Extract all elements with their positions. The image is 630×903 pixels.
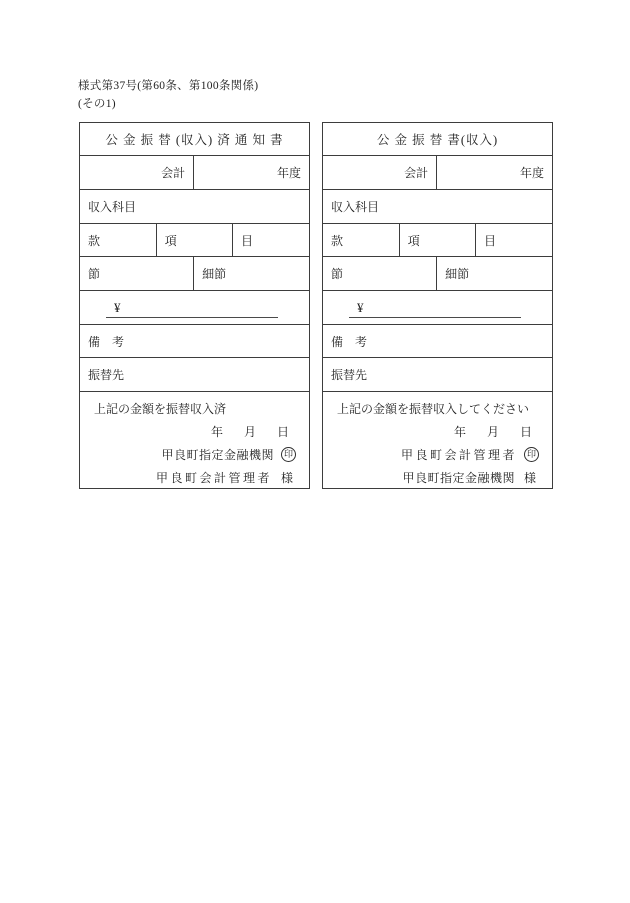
revenue-category-row — [80, 190, 309, 224]
moku-cell: 目 — [232, 224, 309, 256]
addressee-name: 甲良町指定金融機関 — [402, 471, 515, 485]
moku-cell: 目 — [475, 224, 552, 256]
fiscal-year-cell — [436, 156, 552, 189]
fiscal-year-label: 年度 — [276, 166, 301, 180]
date-year-label: 年 — [210, 425, 223, 439]
statement-text: 上記の金額を振替収入してください — [337, 402, 530, 416]
account-label: 会計 — [404, 166, 429, 180]
revenue-category-cell: 収入科目 — [331, 200, 380, 214]
form-title: 公 金 振 替 (収入) 済 通 知 書 — [105, 133, 284, 147]
fiscal-year-label: 年度 — [519, 166, 544, 180]
yen-symbol: ¥ — [357, 300, 364, 315]
remarks-cell: 備 考 — [331, 334, 368, 349]
seal-stamp-icon — [524, 447, 539, 462]
kan-cell: 款 — [88, 233, 101, 248]
account-year-row — [323, 156, 552, 190]
setsu-cell: 節 — [88, 267, 101, 281]
kan-kou-moku-row — [323, 224, 552, 257]
date-year-label: 年 — [453, 425, 466, 439]
amount-underline — [106, 300, 278, 318]
transfer-completed-notice-form — [79, 122, 310, 489]
addressee-suffix: 様 — [523, 471, 536, 485]
account-label: 会計 — [161, 166, 186, 180]
addressee-name: 甲良町会計管理者 — [155, 471, 272, 485]
signature-block — [80, 392, 309, 488]
setsu-saisetsu-row — [323, 257, 552, 291]
setsu-saisetsu-row — [80, 257, 309, 291]
revenue-category-cell: 収入科目 — [88, 200, 137, 214]
addressee-line — [323, 466, 552, 489]
date-month-label: 月 — [486, 425, 499, 439]
statement-text: 上記の金額を振替収入済 — [94, 402, 227, 416]
remarks-row — [323, 325, 552, 358]
form-title: 公 金 振 替 書(収入) — [376, 133, 499, 147]
saisetsu-cell: 細節 — [193, 257, 309, 290]
transfer-destination-row — [80, 358, 309, 392]
remarks-cell: 備 考 — [88, 334, 125, 349]
form-number: 様式第37号(第60条、第100条関係) — [78, 80, 259, 92]
signer-line — [80, 443, 309, 466]
transfer-request-form — [322, 122, 553, 489]
form-header-note — [78, 77, 258, 113]
title-row — [80, 123, 309, 156]
signer-name: 甲良町指定金融機関 — [161, 448, 274, 462]
seal-stamp-icon — [281, 447, 296, 462]
transfer-destination-cell: 振替先 — [331, 368, 368, 382]
signer-line — [323, 443, 552, 466]
signer-name: 甲良町会計管理者 — [400, 448, 517, 462]
date-line — [80, 420, 309, 443]
account-cell — [80, 156, 193, 189]
fiscal-year-cell — [193, 156, 309, 189]
revenue-category-row — [323, 190, 552, 224]
kou-cell: 項 — [156, 224, 232, 256]
addressee-suffix: 様 — [280, 471, 293, 485]
seal-stamp-char: 印 — [526, 449, 536, 459]
account-cell — [323, 156, 436, 189]
date-line — [323, 420, 552, 443]
title-row — [323, 123, 552, 156]
date-month-label: 月 — [243, 425, 256, 439]
saisetsu-cell: 細節 — [436, 257, 552, 290]
seal-stamp-char: 印 — [283, 449, 293, 459]
transfer-destination-row — [323, 358, 552, 392]
date-day-label: 日 — [519, 425, 532, 439]
kan-cell: 款 — [331, 233, 344, 248]
amount-row — [323, 291, 552, 325]
account-year-row — [80, 156, 309, 190]
transfer-destination-cell: 振替先 — [88, 368, 125, 382]
remarks-row — [80, 325, 309, 358]
setsu-cell: 節 — [331, 267, 344, 281]
addressee-line — [80, 466, 309, 489]
date-day-label: 日 — [276, 425, 289, 439]
form-part: (その1) — [78, 98, 116, 110]
signature-block — [323, 392, 552, 488]
yen-symbol: ¥ — [114, 300, 121, 315]
amount-underline — [349, 300, 521, 318]
kou-cell: 項 — [399, 224, 475, 256]
kan-kou-moku-row — [80, 224, 309, 257]
amount-row — [80, 291, 309, 325]
